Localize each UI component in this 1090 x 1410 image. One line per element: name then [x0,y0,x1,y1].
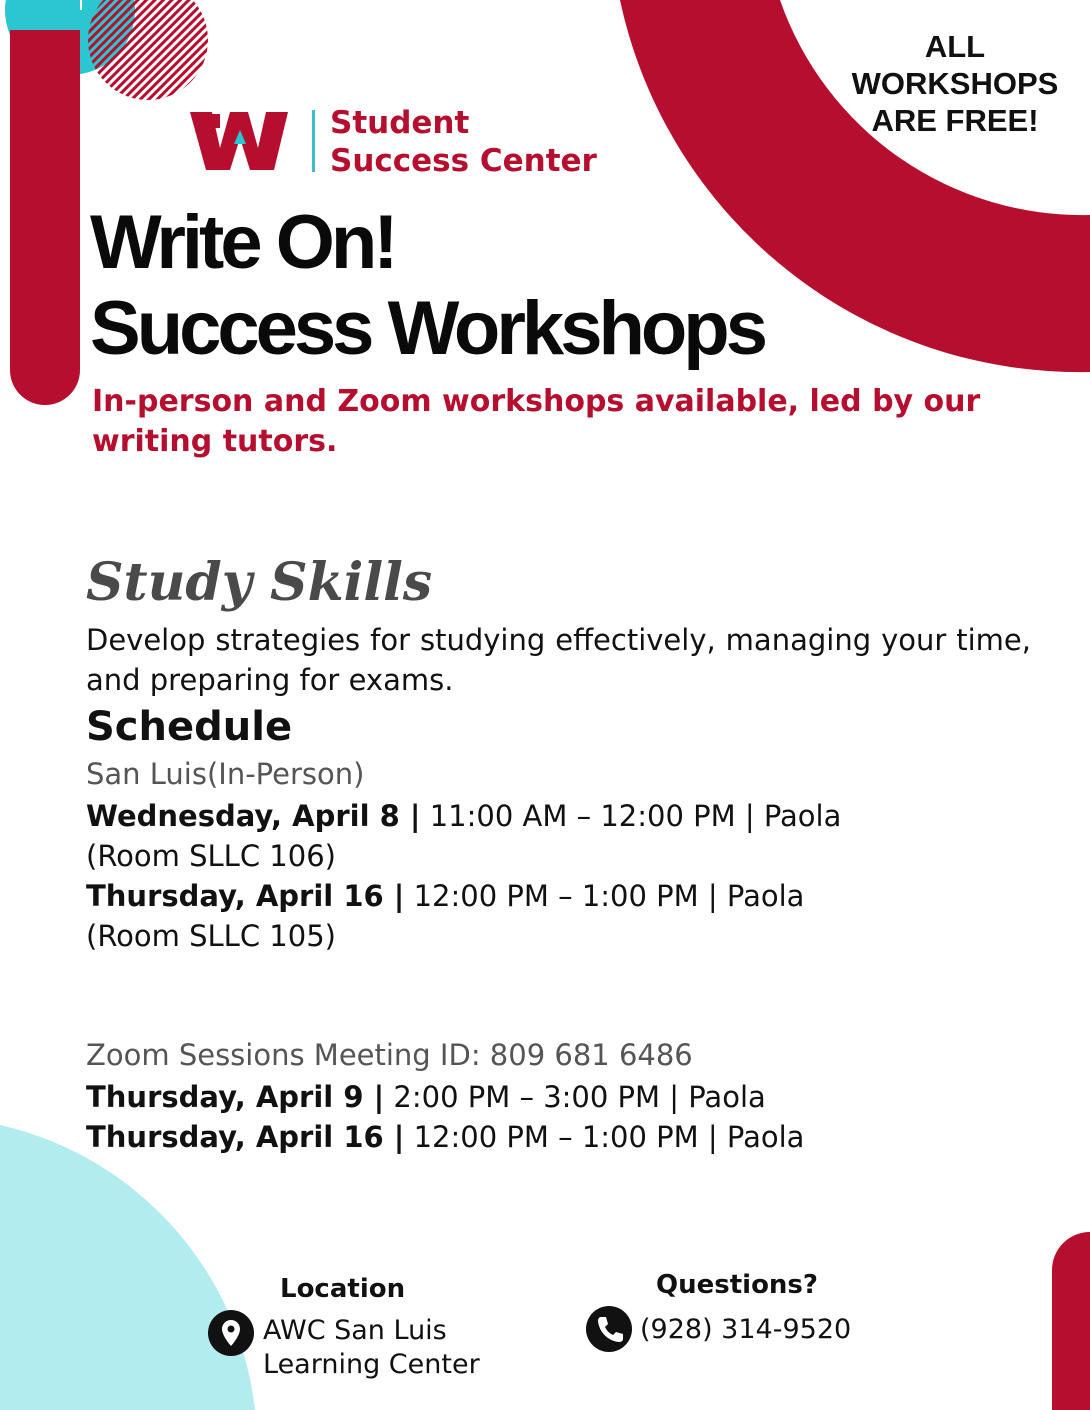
badge-line-1: ALL [924,29,986,64]
zoom-label: Zoom Sessions Meeting ID: 809 681 6486 [86,1038,693,1072]
session-day: Thursday, April 16 | [86,1120,405,1154]
session-details: 12:00 PM – 1:00 PM | Paola [404,879,805,913]
phone-link[interactable]: (928) 314-9520 [640,1314,852,1345]
session-day: Wednesday, April 8 | [86,799,421,833]
session-room: (Room SLLC 106) [86,839,336,873]
workshop-description: Develop strategies for studying effectively, managing your time, and preparing for exams. [86,623,1031,697]
in-person-session [86,796,841,876]
location-line-1: AWC San Luis [263,1315,447,1346]
schedule-heading: Schedule [86,704,293,750]
page-title [90,200,764,372]
crimson-pill-decoration [1052,1232,1090,1410]
location-address [263,1314,480,1382]
session-room: (Room SLLC 105) [86,919,336,953]
title-line-1: Write On! [90,200,395,285]
logo-text [330,104,597,180]
zoom-session [86,1117,804,1157]
session-details: 12:00 PM – 1:00 PM | Paola [404,1120,805,1154]
badge-line-3: ARE FREE! [871,103,1039,138]
map-pin-icon [207,1309,255,1357]
light-teal-arc-decoration [0,1125,255,1410]
logo-line-2: Success Center [330,143,597,179]
in-person-label: San Luis(In-Person) [86,757,365,791]
session-details: 2:00 PM – 3:00 PM | Paola [384,1080,766,1114]
questions-heading: Questions? [656,1270,818,1300]
session-details: 11:00 AM – 12:00 PM | Paola [420,799,842,833]
badge-line-2: WORKSHOPS [851,66,1059,101]
in-person-session [86,876,804,956]
page-subtitle: In-person and Zoom workshops available, led by our writing tutors. [92,384,981,459]
college-logo-icon [190,108,290,172]
free-workshops-badge [830,28,1080,139]
title-line-2: Success Workshops [90,286,765,371]
location-heading: Location [280,1274,406,1304]
zoom-session [86,1077,766,1117]
logo-line-1: Student [330,105,470,141]
phone-icon [585,1305,633,1353]
session-day: Thursday, April 9 | [86,1080,385,1114]
striped-circle-decoration [88,0,208,100]
logo-divider [312,110,315,172]
location-line-2: Learning Center [263,1349,480,1380]
workshop-title: Study Skills [86,552,433,613]
session-day: Thursday, April 16 | [86,879,405,913]
